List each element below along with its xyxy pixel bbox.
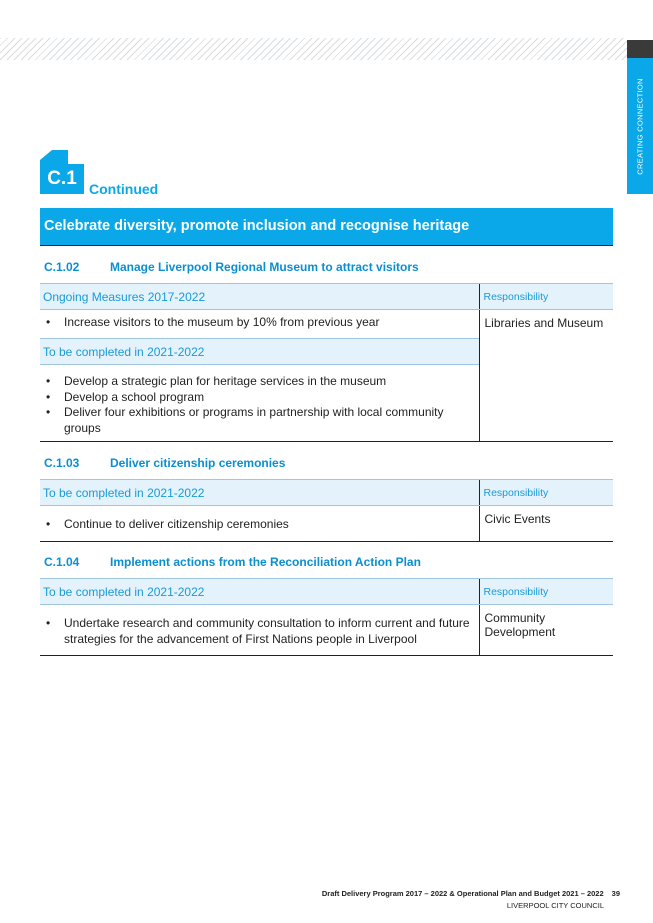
responsibility-header: Responsibility: [479, 284, 613, 310]
footer-document-title: [322, 889, 620, 898]
table-header-row: [40, 480, 613, 506]
action-title: Implement actions from the Reconciliation Action Plan: [110, 555, 421, 569]
continued-label: Continued: [89, 181, 159, 197]
side-section-tab-label-wrap: [627, 58, 653, 194]
section-header: To be completed in 2021-2022: [40, 480, 479, 506]
responsibility-cell: Civic Events: [479, 506, 613, 542]
action-heading-c104: [44, 555, 421, 569]
responsibility-cell: Community Development: [479, 605, 613, 656]
bullet-list: [43, 374, 475, 436]
list-item: • Deliver four exhibitions or programs in partnership with local community groups: [43, 405, 475, 436]
action-heading-c102: [44, 260, 419, 274]
table-row: [40, 605, 613, 656]
bullet-list: [43, 616, 475, 647]
task-cell: [40, 365, 479, 442]
action-table-c104: [40, 578, 613, 656]
section-badge-label: C.1: [47, 168, 77, 189]
action-code: C.1.03: [44, 456, 80, 470]
responsibility-header: Responsibility: [479, 480, 613, 506]
list-item: • Develop a school program: [43, 390, 475, 406]
section-header: Ongoing Measures 2017-2022: [40, 284, 479, 310]
task-cell: [40, 605, 479, 656]
section-header: To be completed in 2021-2022: [40, 579, 479, 605]
action-table-c103: [40, 479, 613, 542]
list-item: • Undertake research and community consultation to inform current and future strategies for the advancement of First Nations people in Liverpool: [43, 616, 475, 647]
side-section-tab-label: CREATING CONNECTION: [635, 77, 645, 175]
action-title: Deliver citizenship ceremonies: [110, 456, 286, 470]
page-number: 39: [611, 889, 620, 898]
table-row: [40, 506, 613, 542]
list-item: • Continue to deliver citizenship ceremonies: [43, 517, 475, 533]
list-item: • Develop a strategic plan for heritage services in the museum: [43, 374, 475, 390]
bullet-list: [43, 517, 475, 533]
footer-title-text: Draft Delivery Program 2017 – 2022 & Operational Plan and Budget 2021 – 2022: [321, 889, 604, 898]
task-cell: [40, 506, 479, 542]
footer-council-name: LIVERPOOL CITY COUNCIL: [506, 901, 604, 910]
action-heading-c103: [44, 456, 285, 470]
table-header-row: [40, 284, 613, 310]
outcome-banner: Celebrate diversity, promote inclusion and recognise heritage: [40, 208, 613, 245]
banner-divider: [40, 245, 613, 246]
list-item: • Increase visitors to the museum by 10% from previous year: [43, 315, 475, 331]
responsibility-header: Responsibility: [479, 579, 613, 605]
action-code: C.1.02: [44, 260, 80, 274]
measure-cell: [40, 310, 479, 339]
action-title: Manage Liverpool Regional Museum to attract visitors: [110, 260, 419, 274]
action-code: C.1.04: [44, 555, 80, 569]
action-table-c102: [40, 283, 613, 442]
responsibility-cell: Libraries and Museum: [479, 310, 613, 442]
side-tab-marker: [627, 40, 653, 58]
decorative-hatch-band: [0, 38, 627, 60]
section-header: To be completed in 2021-2022: [40, 339, 479, 365]
table-header-row: [40, 579, 613, 605]
bullet-list: [43, 315, 475, 331]
table-row: [40, 310, 613, 339]
